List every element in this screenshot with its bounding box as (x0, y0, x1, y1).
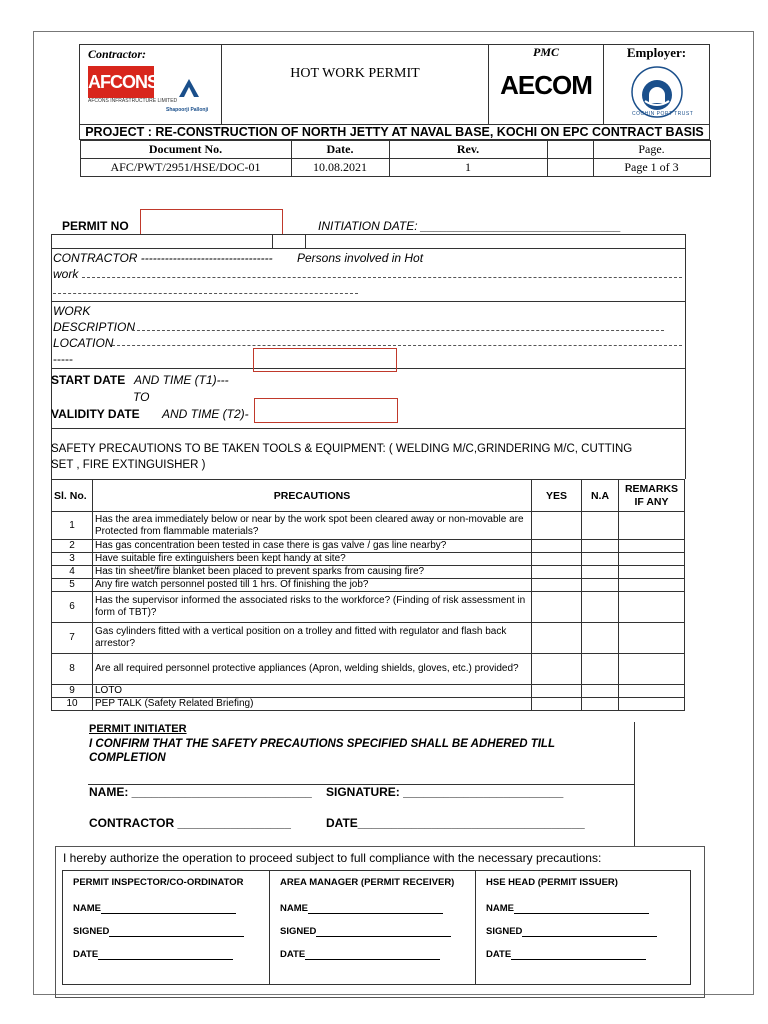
signatory-title: AREA MANAGER (PERMIT RECEIVER) (280, 877, 455, 888)
permit-no-label: PERMIT NO (62, 219, 129, 233)
shapoorji-logo-icon (175, 75, 203, 101)
na-cell[interactable] (582, 512, 619, 540)
row-sl: 3 (52, 553, 93, 566)
row-sl: 5 (52, 579, 93, 592)
initiator-signature-field[interactable]: SIGNATURE: ________________________ (326, 785, 564, 799)
dash-line (82, 277, 682, 278)
remarks-cell[interactable] (619, 592, 685, 623)
afcons-subtitle: AFCONS INFRASTRUCTURE LIMITED (88, 98, 178, 104)
doc-value-docno: AFC/PWT/2951/HSE/DOC-01 (80, 159, 291, 177)
signed-label: SIGNED (486, 926, 523, 937)
date-label: DATE (486, 949, 512, 960)
authorization-section (55, 846, 705, 998)
table-row (52, 579, 685, 592)
col-yes: YES (532, 480, 582, 512)
initiator-confirm-line1: I CONFIRM THAT THE SAFETY PRECAUTIONS SPECIFIED SHALL BE ADHERED TILL (89, 738, 555, 750)
row-text: LOTO (93, 685, 532, 698)
start-date-input[interactable] (253, 348, 397, 372)
doc-header-blank (547, 141, 593, 159)
contractor-label: Contractor: (88, 47, 147, 61)
doc-header-docno: Document No. (80, 141, 291, 159)
dash-line (112, 345, 682, 346)
remarks-cell[interactable] (619, 579, 685, 592)
remarks-cell[interactable] (619, 623, 685, 654)
page-title: HOT WORK PERMIT (290, 65, 420, 81)
signatory-hse-head (476, 871, 691, 985)
signatory-name-field[interactable] (280, 903, 465, 914)
yes-cell[interactable] (532, 512, 582, 540)
validity-time-label: AND TIME (T2)- (162, 407, 249, 421)
initiator-date-field[interactable]: DATE__________________________________ (326, 816, 585, 830)
header-table (79, 44, 710, 177)
doc-header-date: Date. (291, 141, 389, 159)
signed-label: SIGNED (73, 926, 110, 937)
table-row (52, 592, 685, 623)
short-dash: ----- (53, 352, 73, 366)
na-cell[interactable] (582, 566, 619, 579)
divider (305, 234, 306, 248)
title-cell (222, 45, 489, 125)
afcons-logo: AFCONS (88, 66, 154, 98)
doc-header-page: Page. (593, 141, 710, 159)
yes-cell[interactable] (532, 592, 582, 623)
initiator-confirm-line2: COMPLETION (89, 752, 166, 764)
row-text: PEP TALK (Safety Related Briefing) (93, 698, 532, 711)
to-label: TO (133, 390, 150, 404)
table-row (52, 553, 685, 566)
start-time-label: AND TIME (T1)--- (134, 373, 229, 387)
yes-cell[interactable] (532, 654, 582, 685)
table-row (52, 698, 685, 711)
table-row (52, 540, 685, 553)
col-precautions: PRECAUTIONS (93, 480, 532, 512)
col-remarks: REMARKS IF ANY (619, 480, 685, 512)
validity-date-input[interactable] (254, 398, 398, 423)
date-label: DATE (280, 949, 306, 960)
divider (51, 301, 685, 302)
right-border (685, 234, 686, 479)
row-text: Has tin sheet/fire blanket been placed to prevent sparks from causing fire? (93, 566, 532, 579)
divider (272, 234, 273, 248)
initiator-name-field[interactable]: NAME: ___________________________ (89, 785, 312, 799)
col-na: N.A (582, 480, 619, 512)
col-sl: Sl. No. (52, 480, 93, 512)
name-label: NAME (486, 903, 514, 914)
doc-value-rev: 1 (389, 159, 547, 177)
yes-cell[interactable] (532, 698, 582, 711)
row-sl: 6 (52, 592, 93, 623)
na-cell[interactable] (582, 623, 619, 654)
row-sl: 2 (52, 540, 93, 553)
dash-line (132, 330, 664, 331)
row-sl: 7 (52, 623, 93, 654)
signatory-title: HSE HEAD (PERMIT ISSUER) (486, 877, 618, 888)
employer-label: Employer: (626, 45, 687, 60)
signatory-inspector (63, 871, 270, 985)
project-title: PROJECT : RE-CONSTRUCTION OF NORTH JETTY AT NAVAL BASE, KOCHI ON EPC CONTRACT BASIS (80, 125, 710, 140)
row-sl: 9 (52, 685, 93, 698)
authorization-statement: I hereby authorize the operation to proceed subject to full compliance with the necessary precautions: (63, 851, 602, 865)
name-label: NAME (280, 903, 308, 914)
remarks-cell[interactable] (619, 553, 685, 566)
signatory-name-field[interactable] (486, 903, 680, 914)
table-row (52, 623, 685, 654)
signatories-table (62, 870, 691, 985)
na-cell[interactable] (582, 540, 619, 553)
safety-precautions-line2: SET , FIRE EXTINGUISHER ) (51, 459, 206, 471)
table-row (52, 654, 685, 685)
doc-value-date: 10.08.2021 (291, 159, 389, 177)
contractor-field[interactable]: CONTRACTOR --------------------------------- (53, 251, 273, 265)
employer-logo-text: COCHIN PORT TRUST (632, 111, 694, 117)
pmc-label: PMC (532, 45, 559, 59)
divider (51, 248, 685, 249)
signatory-date-field[interactable] (73, 949, 259, 960)
description-label: DESCRIPTION (53, 320, 136, 334)
yes-cell[interactable] (532, 540, 582, 553)
precautions-table (51, 479, 685, 711)
na-cell[interactable] (582, 553, 619, 566)
shapoorji-text: Shapoorji Pallonji (166, 107, 209, 113)
remarks-cell[interactable] (619, 566, 685, 579)
location-label: LOCATION (53, 336, 114, 350)
remarks-cell[interactable] (619, 685, 685, 698)
remarks-cell[interactable] (619, 540, 685, 553)
divider (634, 722, 635, 784)
signatory-date-field[interactable] (280, 949, 465, 960)
table-row (52, 512, 685, 540)
row-sl: 4 (52, 566, 93, 579)
signatory-title: PERMIT INSPECTOR/CO-ORDINATOR (73, 877, 244, 888)
signatory-signed-field[interactable] (280, 926, 465, 937)
persons-involved-label: Persons involved in Hot (297, 251, 424, 265)
dash-line (53, 293, 358, 294)
na-cell[interactable] (582, 579, 619, 592)
row-text: Have suitable fire extinguishers been kept handy at site? (93, 553, 532, 566)
document-info-table (80, 140, 711, 177)
initiation-date-field[interactable]: INITIATION DATE: ______________________________ (318, 219, 622, 233)
date-label: DATE (73, 949, 99, 960)
signatory-signed-field[interactable] (486, 926, 680, 937)
remarks-cell[interactable] (619, 512, 685, 540)
initiator-contractor-field[interactable]: CONTRACTOR _________________ (89, 816, 291, 830)
yes-cell[interactable] (532, 553, 582, 566)
row-text: Are all required personnel protective appliances (Apron, welding shields, gloves, etc.) provided? (93, 654, 532, 685)
work-label: work (53, 267, 79, 281)
start-date-label: START DATE (51, 373, 126, 387)
na-cell[interactable] (582, 654, 619, 685)
signatory-signed-field[interactable] (73, 926, 259, 937)
row-text: Any fire watch personnel posted till 1 hrs. Of finishing the job? (93, 579, 532, 592)
employer-cell (604, 45, 710, 125)
work-label-2: WORK (53, 304, 91, 318)
row-sl: 1 (52, 512, 93, 540)
yes-cell[interactable] (532, 579, 582, 592)
safety-precautions-line1: SAFETY PRECAUTIONS TO BE TAKEN TOOLS & EQUIPMENT: ( WELDING M/C,GRINDERING M/C, CUTTING (51, 443, 633, 455)
na-cell[interactable] (582, 685, 619, 698)
aecom-logo: AECOM (500, 70, 592, 100)
initiator-title: PERMIT INITIATER (89, 723, 187, 735)
row-sl: 8 (52, 654, 93, 685)
divider (51, 428, 685, 429)
signatory-date-field[interactable] (486, 949, 680, 960)
yes-cell[interactable] (532, 685, 582, 698)
contractor-cell (80, 45, 222, 125)
validity-date-label: VALIDITY DATE (51, 407, 140, 421)
doc-value-blank (547, 159, 593, 177)
signatory-area-manager (270, 871, 476, 985)
row-text: Has the area immediately below or near by the work spot been cleared away or non-movable are Protected from flammable materials? (93, 512, 532, 540)
na-cell[interactable] (582, 592, 619, 623)
name-label: NAME (73, 903, 101, 914)
na-cell[interactable] (582, 698, 619, 711)
table-row (52, 685, 685, 698)
pmc-cell (489, 45, 604, 125)
yes-cell[interactable] (532, 566, 582, 579)
yes-cell[interactable] (532, 623, 582, 654)
row-text: Has gas concentration been tested in case there is gas valve / gas line nearby? (93, 540, 532, 553)
remarks-cell[interactable] (619, 654, 685, 685)
doc-header-rev: Rev. (389, 141, 547, 159)
divider (634, 784, 635, 846)
signatory-name-field[interactable] (73, 903, 259, 914)
remarks-cell[interactable] (619, 698, 685, 711)
row-text: Gas cylinders fitted with a vertical position on a trolley and fitted with regulator and flash back arrestor? (93, 623, 532, 654)
row-sl: 10 (52, 698, 93, 711)
signed-label: SIGNED (280, 926, 317, 937)
table-row (52, 566, 685, 579)
divider (51, 234, 685, 235)
row-text: Has the supervisor informed the associated risks to the workforce? (Finding of risk assessment in form of TBT)? (93, 592, 532, 623)
doc-value-page: Page 1 of 3 (593, 159, 710, 177)
permit-no-input[interactable] (140, 209, 283, 235)
